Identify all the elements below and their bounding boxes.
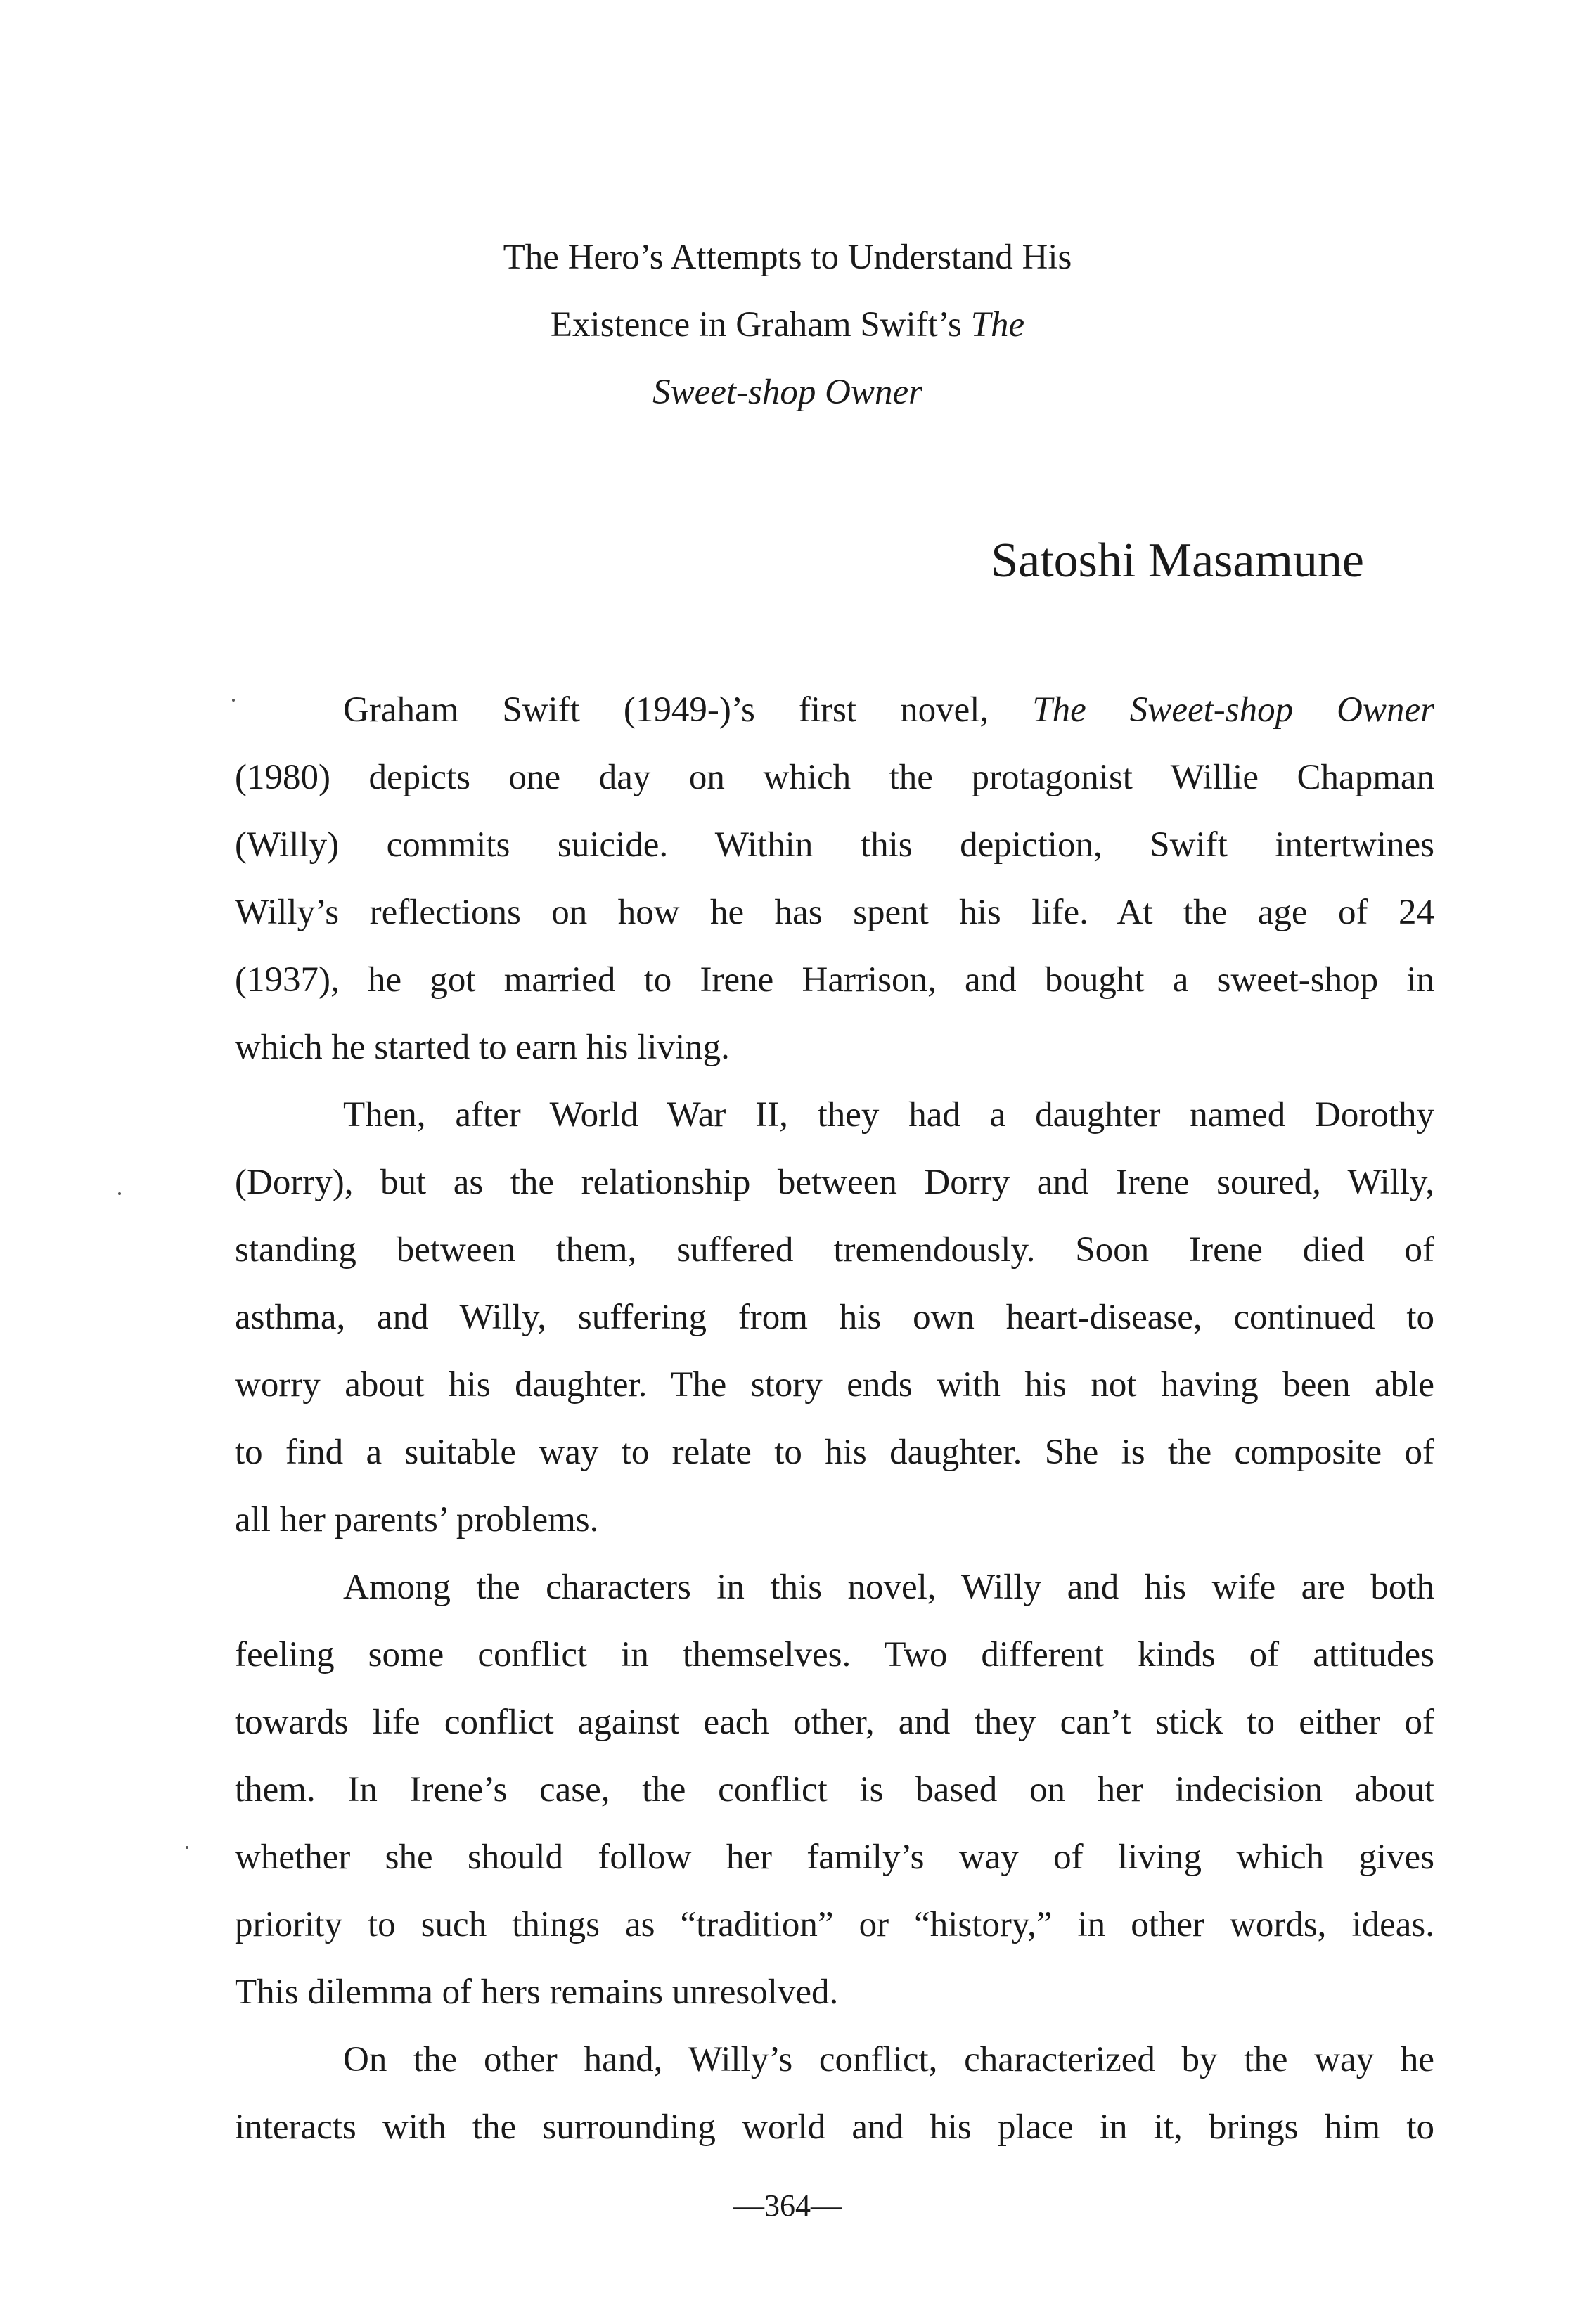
text-line: (1937), he got married to Irene Harrison, and bought a sweet-shop in	[235, 960, 1434, 1000]
scan-speck	[118, 1192, 121, 1195]
paper-title	[141, 224, 1434, 426]
page-number: —364—	[733, 2188, 842, 2223]
title-line-2	[141, 291, 1434, 359]
text-line: (1980) depicts one day on which the protagonist Willie Chapman	[235, 758, 1434, 797]
text-line: Among the characters in this novel, Willy and his wife are both	[343, 1568, 1434, 1607]
text-line: (Dorry), but as the relationship between Dorry and Irene soured, Willy,	[235, 1163, 1434, 1202]
scan-speck	[186, 1846, 188, 1849]
title-line-1: The Hero’s Attempts to Understand His	[503, 238, 1072, 277]
text-line: all her parents’ problems.	[235, 1500, 599, 1539]
text-line: to find a suitable way to relate to his daughter. She is the composite of	[235, 1433, 1434, 1472]
text-span: Graham Swift (1949-)’s first novel,	[343, 690, 1033, 730]
text-line: which he started to earn his living.	[235, 1028, 730, 1067]
text-line: asthma, and Willy, suffering from his own heart-disease, continued to	[235, 1298, 1434, 1337]
italic-book-title: The Sweet-shop Owner	[1032, 690, 1434, 730]
text-line: interacts with the surrounding world and his place in it, brings him to	[235, 2107, 1434, 2147]
text-line: On the other hand, Willy’s conflict, characterized by the way he	[343, 2040, 1434, 2079]
scan-speck	[232, 699, 235, 702]
paragraph-2	[235, 1081, 1434, 1554]
paragraph-1	[235, 676, 1434, 1081]
text-line: This dilemma of hers remains unresolved.	[235, 1973, 839, 2012]
text-line	[235, 676, 1434, 744]
author-name: Satoshi Masamune	[991, 534, 1364, 588]
text-line: whether she should follow her family’s way of living which gives	[235, 1838, 1434, 1877]
text-line: standing between them, suffered tremendously. Soon Irene died of	[235, 1230, 1434, 1270]
title-line-3: Sweet-shop Owner	[652, 373, 922, 412]
text-line: priority to such things as “tradition” or “history,” in other words, ideas.	[235, 1905, 1434, 1944]
text-line: Willy’s reflections on how he has spent his life. At the age of 24	[235, 893, 1434, 932]
text-line: Then, after World War II, they had a daughter named Dorothy	[343, 1095, 1434, 1135]
body-text	[235, 676, 1434, 2161]
paragraph-4	[235, 2026, 1434, 2161]
paragraph-3	[235, 1554, 1434, 2026]
text-line: (Willy) commits suicide. Within this depiction, Swift intertwines	[235, 825, 1434, 865]
title-line-2-text: Existence in Graham Swift’s	[550, 305, 971, 344]
text-line: worry about his daughter. The story ends with his not having been able	[235, 1365, 1434, 1405]
text-line: towards life conflict against each other, and they can’t stick to either of	[235, 1703, 1434, 1742]
text-line: them. In Irene’s case, the conflict is based on her indecision about	[235, 1770, 1434, 1809]
text-line: feeling some conflict in themselves. Two different kinds of attitudes	[235, 1635, 1434, 1674]
title-line-2-italic: The	[970, 305, 1025, 344]
